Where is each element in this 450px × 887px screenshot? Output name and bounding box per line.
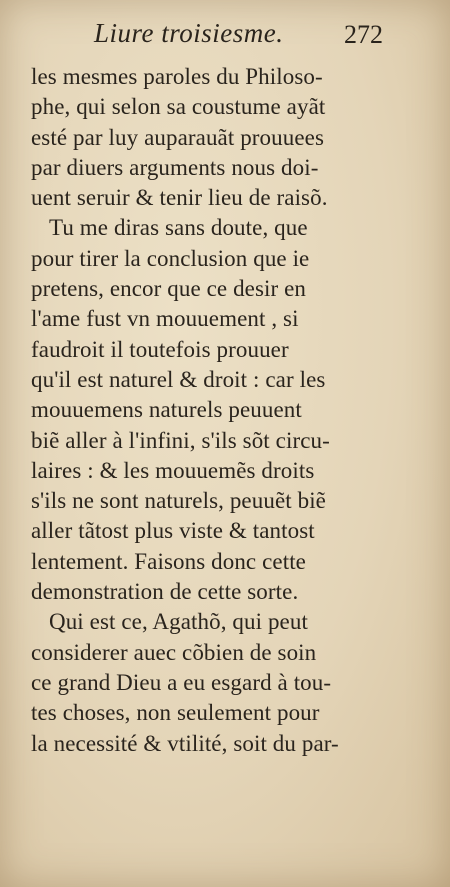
- body-text: [31, 62, 416, 759]
- text-line: esté par luy auparauãt prouuees: [31, 124, 325, 150]
- text-line: laires : & les mouuemẽs droits: [31, 457, 315, 483]
- text-line: ce grand Dieu a eu esgard à tou-: [31, 669, 332, 695]
- text-line: demonstration de cette sorte.: [31, 579, 299, 605]
- text-line: l'ame fust vn mouuement , si: [31, 306, 299, 332]
- text-line: s'ils ne sont naturels, peuuẽt biẽ: [31, 488, 326, 514]
- text-line: phe, qui selon sa coustume ayãt: [31, 94, 326, 120]
- text-line: la necessité & vtilité, soit du par-: [31, 730, 339, 756]
- text-line: tes choses, non seulement pour: [31, 700, 320, 726]
- text-line: pour tirer la conclusion que ie: [31, 245, 310, 271]
- paragraph-start-line: Qui est ce, Agathõ, qui peut: [49, 609, 308, 635]
- text-line: considerer auec cõbien de soin: [31, 639, 317, 665]
- text-line: les mesmes paroles du Philoso-: [31, 64, 323, 89]
- page-header: [0, 18, 450, 54]
- paragraph-start-line: Tu me diras sans doute, que: [49, 215, 308, 241]
- running-head: Liure troisiesme.: [94, 18, 284, 48]
- text-line: uent seruir & tenir lieu de raisõ.: [31, 185, 328, 211]
- text-line: pretens, encor que ce desir en: [31, 276, 307, 302]
- text-line: mouuemens naturels peuuent: [31, 397, 302, 423]
- text-line: qu'il est naturel & droit : car les: [31, 366, 326, 392]
- page-number: 272: [344, 20, 383, 49]
- text-line: lentement. Faisons donc cette: [31, 548, 306, 574]
- text-line: faudroit il toutefois prouuer: [31, 336, 289, 362]
- text-line: aller tãtost plus viste & tantost: [31, 518, 315, 544]
- text-line: biẽ aller à l'infini, s'ils sõt circu-: [31, 427, 330, 453]
- text-line: par diuers arguments nous doi-: [31, 154, 319, 180]
